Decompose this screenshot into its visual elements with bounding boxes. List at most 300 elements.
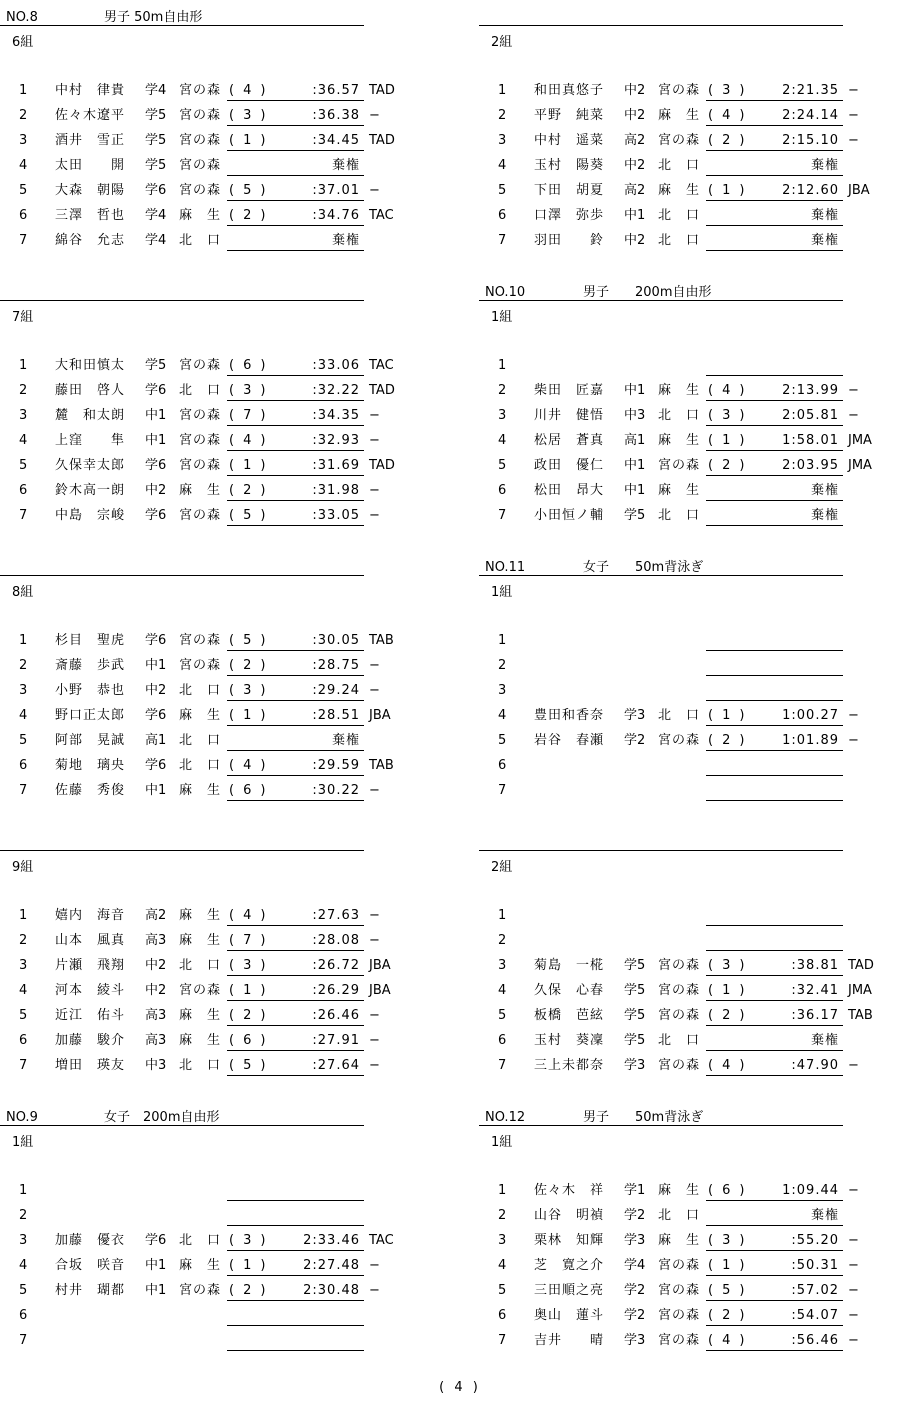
record-code: TAB [848,1008,873,1023]
rank-cell: 6 [19,483,28,498]
rank-cell: 3 [498,683,507,698]
header-rule [0,300,364,301]
swimmer-name: 麓 和太朗 [55,408,126,423]
grade-cell: 学3 [624,1233,646,1248]
record-code: − [369,508,380,523]
result-underline [706,450,843,451]
result-time: :50.31 [791,1258,839,1273]
grade-cell: 学6 [145,458,167,473]
page-number: ( 4 ) [439,1380,481,1395]
result-underline [227,375,364,376]
team-name: 麻 生 [179,708,222,723]
result-underline [706,125,843,126]
result-time: :28.08 [312,933,360,948]
result-time: :54.07 [791,1308,839,1323]
swimmer-name: 佐々木遼平 [55,108,126,123]
result-time: :34.76 [312,208,360,223]
header-rule [479,300,843,301]
result-time: 棄権 [331,233,360,248]
result-row [479,357,879,382]
result-underline [706,925,843,926]
result-row [479,232,879,257]
event-name: 男子 50m自由形 [104,10,203,25]
rank-cell: 3 [498,1233,507,1248]
grade-cell: 学6 [145,1233,167,1248]
heat-label: 2組 [491,35,513,50]
swimmer-name: 佐藤 秀俊 [55,783,126,798]
header-rule [479,25,843,26]
grade-cell: 中2 [145,958,167,973]
grade-cell: 学3 [624,1333,646,1348]
result-underline [227,100,364,101]
rank-cell: 7 [19,508,28,523]
grade-cell: 学5 [145,158,167,173]
result-underline [706,750,843,751]
rank-cell: 2 [19,108,28,123]
header-rule [0,850,364,851]
record-code: JMA [848,433,872,448]
rank-cell: 2 [19,383,28,398]
result-row [479,507,879,532]
grade-cell: 学1 [624,1183,646,1198]
result-time: 棄権 [810,1033,839,1048]
result-underline [706,375,843,376]
record-code: − [848,708,859,723]
lane-cell: (4) [708,383,754,398]
lane-cell: (2) [229,658,275,673]
team-name: 宮の森 [179,408,222,423]
record-code: TAD [848,958,874,973]
result-underline [227,450,364,451]
result-time: 棄権 [810,508,839,523]
rank-cell: 4 [498,158,507,173]
swimmer-name: 野口正太郎 [55,708,126,723]
record-code: − [369,1058,380,1073]
result-underline [227,725,364,726]
result-time: :29.24 [312,683,360,698]
event-number: NO.11 [485,560,526,575]
result-row [0,1207,400,1232]
heat-label: 8組 [12,585,34,600]
lane-cell: (1) [229,983,275,998]
result-row [479,1332,879,1357]
swimmer-name: 中島 宗峻 [55,508,126,523]
result-time: :31.98 [312,483,360,498]
grade-cell: 高3 [145,1033,167,1048]
result-row [0,507,400,532]
record-code: − [369,483,380,498]
rank-cell: 5 [498,183,507,198]
rank-cell: 4 [498,1258,507,1273]
result-row [0,732,400,757]
team-name: 北 口 [179,758,222,773]
grade-cell: 学4 [624,1258,646,1273]
team-name: 麻 生 [179,783,222,798]
grade-cell: 学3 [624,1058,646,1073]
record-code: − [369,408,380,423]
result-time: :27.64 [312,1058,360,1073]
swimmer-name: 山谷 明禎 [534,1208,605,1223]
lane-cell: (1) [708,1258,754,1273]
result-time: 棄権 [331,158,360,173]
record-code: JBA [369,983,391,998]
swimmer-name: 羽田 鈴 [534,233,605,248]
event-name: 男子 200m自由形 [583,285,712,300]
rank-cell: 1 [498,358,507,373]
result-underline [706,725,843,726]
header-rule [0,1125,364,1126]
rank-cell: 6 [498,483,507,498]
record-code: − [848,1333,859,1348]
rank-cell: 5 [19,1008,28,1023]
result-underline [227,775,364,776]
rank-cell: 4 [19,708,28,723]
swimmer-name: 大森 朝陽 [55,183,126,198]
rank-cell: 4 [498,433,507,448]
result-underline [706,250,843,251]
result-row [0,357,400,382]
result-underline [227,200,364,201]
rank-cell: 7 [19,1058,28,1073]
record-code: − [369,1283,380,1298]
result-time: :30.22 [312,783,360,798]
rank-cell: 2 [19,658,28,673]
event-name: 女子 50m背泳ぎ [583,560,704,575]
swimmer-name: 久保 心春 [534,983,605,998]
team-name: 宮の森 [658,83,701,98]
result-underline [227,125,364,126]
result-time: 2:24.14 [782,108,839,123]
team-name: 麻 生 [179,1008,222,1023]
grade-cell: 学2 [624,1308,646,1323]
result-underline [706,800,843,801]
record-code: TAD [369,133,395,148]
record-code: − [848,1233,859,1248]
grade-cell: 学6 [145,383,167,398]
header-rule [479,850,843,851]
result-time: 棄権 [810,233,839,248]
rank-cell: 3 [498,958,507,973]
grade-cell: 学5 [145,358,167,373]
result-underline [706,650,843,651]
swimmer-name: 岩谷 春瀬 [534,733,605,748]
event-title [6,1106,219,1125]
rank-cell: 4 [19,983,28,998]
lane-cell: (1) [229,1258,275,1273]
result-underline [706,950,843,951]
team-name: 宮の森 [179,658,222,673]
team-name: 宮の森 [179,508,222,523]
lane-cell: (5) [229,508,275,523]
record-code: − [369,433,380,448]
grade-cell: 学5 [624,958,646,973]
result-time: :36.57 [312,83,360,98]
team-name: 北 口 [658,1033,701,1048]
rank-cell: 5 [498,1283,507,1298]
result-underline [227,1250,364,1251]
result-underline [227,1225,364,1226]
swimmer-name: 綿谷 允志 [55,233,126,248]
result-time: 棄権 [810,158,839,173]
result-row [0,682,400,707]
record-code: JBA [848,183,870,198]
record-code: − [848,383,859,398]
record-code: − [369,1008,380,1023]
team-name: 宮の森 [658,1308,701,1323]
result-underline [227,500,364,501]
rank-cell: 4 [19,158,28,173]
rank-cell: 7 [19,1333,28,1348]
result-underline [706,525,843,526]
result-time: :36.17 [791,1008,839,1023]
result-time: :37.01 [312,183,360,198]
result-underline [706,175,843,176]
event-number: NO.10 [485,285,526,300]
result-underline [706,1250,843,1251]
swimmer-name: 川井 健悟 [534,408,605,423]
record-code: TAD [369,83,395,98]
record-code: − [848,133,859,148]
result-time: :29.59 [312,758,360,773]
result-underline [706,400,843,401]
grade-cell: 学4 [145,233,167,248]
result-underline [706,1325,843,1326]
result-time: :47.90 [791,1058,839,1073]
result-row [0,1032,400,1057]
swimmer-name: 近江 佑斗 [55,1008,126,1023]
result-time: 1:01.89 [782,733,839,748]
event-number: NO.12 [485,1110,526,1125]
result-row [0,957,400,982]
lane-cell: (3) [708,958,754,973]
team-name: 北 口 [658,708,701,723]
heat-label: 2組 [491,860,513,875]
result-underline [227,225,364,226]
grade-cell: 中1 [624,383,646,398]
record-code: − [848,1308,859,1323]
rank-cell: 4 [19,433,28,448]
result-underline [227,1200,364,1201]
swimmer-name: 村井 瑚都 [55,1283,126,1298]
result-time: :34.35 [312,408,360,423]
result-row [479,682,879,707]
result-time: 棄権 [331,733,360,748]
record-code: − [848,733,859,748]
result-underline [227,400,364,401]
lane-cell: (1) [708,433,754,448]
result-row [0,907,400,932]
lane-cell: (2) [229,483,275,498]
record-code: − [369,933,380,948]
result-time: :32.93 [312,433,360,448]
swimmer-name: 政田 優仁 [534,458,605,473]
rank-cell: 2 [498,933,507,948]
lane-cell: (2) [229,1283,275,1298]
result-row [479,1032,879,1057]
result-row [479,82,879,107]
result-underline [227,925,364,926]
result-underline [227,1275,364,1276]
rank-cell: 4 [498,708,507,723]
heat-label: 1組 [491,585,513,600]
team-name: 麻 生 [658,483,701,498]
swimmer-name: 杉目 聖虎 [55,633,126,648]
result-underline [706,700,843,701]
grade-cell: 高2 [624,133,646,148]
record-code: JBA [369,708,391,723]
swimmer-name: 平野 純菜 [534,108,605,123]
lane-cell: (3) [229,383,275,398]
result-row [479,1182,879,1207]
swimmer-name: 太田 開 [55,158,126,173]
result-underline [706,1275,843,1276]
result-underline [227,650,364,651]
record-code: TAB [369,633,394,648]
team-name: 宮の森 [179,458,222,473]
swimmer-name: 中村 律貴 [55,83,126,98]
rank-cell: 7 [19,783,28,798]
lane-cell: (7) [229,933,275,948]
result-underline [227,1350,364,1351]
lane-cell: (4) [229,908,275,923]
swimmer-name: 玉村 葵凜 [534,1033,605,1048]
lane-cell: (5) [229,183,275,198]
result-underline [706,1075,843,1076]
result-row [0,207,400,232]
swimmer-name: 下田 胡夏 [534,183,605,198]
swimmer-name: 小野 恭也 [55,683,126,698]
rank-cell: 1 [19,358,28,373]
team-name: 宮の森 [658,1008,701,1023]
swimmer-name: 栗林 知輝 [534,1233,605,1248]
rank-cell: 5 [19,183,28,198]
lane-cell: (6) [229,358,275,373]
heat-label: 1組 [491,1135,513,1150]
rank-cell: 2 [498,383,507,398]
lane-cell: (3) [229,683,275,698]
result-time: 2:15.10 [782,133,839,148]
result-row [479,657,879,682]
team-name: 麻 生 [658,1233,701,1248]
rank-cell: 3 [19,683,28,698]
grade-cell: 学6 [145,183,167,198]
grade-cell: 学2 [624,1208,646,1223]
record-code: TAD [369,383,395,398]
team-name: 宮の森 [179,633,222,648]
grade-cell: 学4 [145,208,167,223]
swimmer-name: 奥山 蓮斗 [534,1308,605,1323]
rank-cell: 6 [498,758,507,773]
team-name: 北 口 [179,683,222,698]
result-row [479,907,879,932]
rank-cell: 7 [498,1333,507,1348]
result-row [479,1207,879,1232]
result-row [0,1332,400,1357]
lane-cell: (2) [229,1008,275,1023]
swimmer-name: 斎藤 歩武 [55,658,126,673]
team-name: 麻 生 [179,933,222,948]
lane-cell: (4) [708,108,754,123]
result-time: 2:13.99 [782,383,839,398]
rank-cell: 4 [498,983,507,998]
team-name: 宮の森 [658,1333,701,1348]
result-underline [227,1050,364,1051]
result-time: :32.41 [791,983,839,998]
team-name: 北 口 [179,733,222,748]
grade-cell: 中3 [624,408,646,423]
rank-cell: 7 [19,233,28,248]
grade-cell: 学2 [624,1283,646,1298]
team-name: 北 口 [179,958,222,973]
result-time: :33.06 [312,358,360,373]
swimmer-name: 大和田慎太 [55,358,126,373]
rank-cell: 5 [19,733,28,748]
result-row [0,1057,400,1082]
result-row [479,1007,879,1032]
result-time: 1:09.44 [782,1183,839,1198]
lane-cell: (3) [229,108,275,123]
result-underline [227,975,364,976]
grade-cell: 中2 [624,158,646,173]
result-row [0,1257,400,1282]
team-name: 麻 生 [179,1033,222,1048]
result-time: :31.69 [312,458,360,473]
swimmer-name: 柴田 匠嘉 [534,383,605,398]
rank-cell: 3 [19,958,28,973]
result-time: :34.45 [312,133,360,148]
result-underline [706,1025,843,1026]
team-name: 北 口 [658,158,701,173]
event-title [6,6,202,25]
result-time: 棄権 [810,483,839,498]
result-time: 棄権 [810,1208,839,1223]
team-name: 宮の森 [658,733,701,748]
result-row [0,707,400,732]
rank-cell: 5 [19,1283,28,1298]
record-code: − [848,408,859,423]
swimmer-name: 阿部 晃誠 [55,733,126,748]
team-name: 宮の森 [179,1283,222,1298]
grade-cell: 中2 [624,83,646,98]
record-code: − [369,658,380,673]
grade-cell: 中1 [145,1258,167,1273]
result-row [0,407,400,432]
result-underline [706,1000,843,1001]
lane-cell: (1) [229,133,275,148]
header-rule [0,575,364,576]
result-underline [227,525,364,526]
result-row [0,232,400,257]
event-number: NO.8 [6,10,38,25]
grade-cell: 学4 [145,83,167,98]
team-name: 北 口 [179,383,222,398]
rank-cell: 3 [19,408,28,423]
record-code: − [369,683,380,698]
lane-cell: (3) [229,958,275,973]
record-code: − [369,1033,380,1048]
grade-cell: 中1 [145,1283,167,1298]
rank-cell: 3 [19,1233,28,1248]
result-row [0,1307,400,1332]
result-underline [227,700,364,701]
team-name: 北 口 [658,208,701,223]
grade-cell: 学5 [145,133,167,148]
result-row [479,1057,879,1082]
lane-cell: (4) [229,433,275,448]
result-row [479,932,879,957]
result-time: 2:27.48 [303,1258,360,1273]
grade-cell: 学6 [145,508,167,523]
